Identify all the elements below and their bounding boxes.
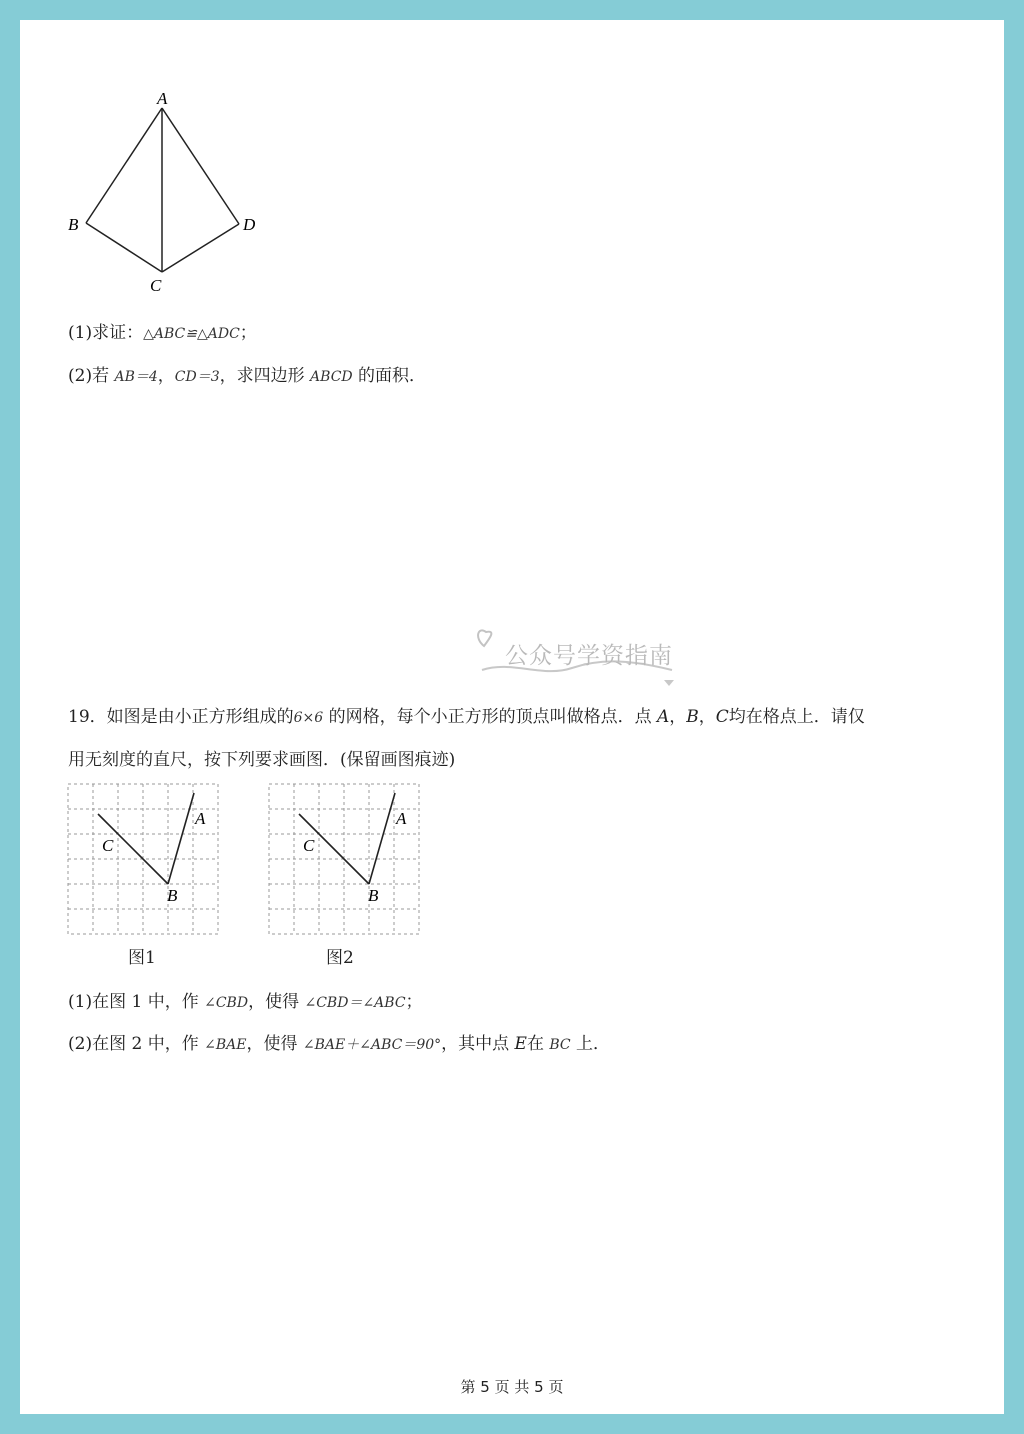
grid-figure-1 — [67, 783, 221, 937]
q19-line2: 用无刻度的直尺，按下列要求画图．(保留画图痕迹) — [68, 750, 456, 770]
label-b: B — [68, 215, 79, 234]
kite-figure — [60, 88, 280, 298]
fig1-caption: 图1 — [128, 948, 156, 968]
q18-part1: (1)求证：△ABC≌△ADC； — [68, 323, 257, 343]
fig2-caption: 图2 — [326, 948, 354, 968]
grid-figure-2 — [268, 783, 422, 937]
label-d: D — [243, 215, 256, 234]
segment-ba — [168, 793, 194, 884]
segment-ba — [369, 793, 395, 884]
label-b: B — [167, 886, 178, 905]
label-a: A — [157, 89, 168, 108]
q18-part2: (2)若 AB＝4，CD＝3，求四边形 ABCD 的面积． — [68, 366, 427, 386]
label-a: A — [396, 809, 407, 828]
label-b: B — [368, 886, 379, 905]
page-footer: 第 5 页 共 5 页 — [460, 1378, 564, 1396]
q19-line1: 19．如图是由小正方形组成的6×6 的网格，每个小正方形的顶点叫做格点．点 A，B，C均在格点上．请仅 — [68, 707, 865, 727]
label-a: A — [195, 809, 206, 828]
label-c: C — [303, 836, 315, 855]
label-c: C — [102, 836, 114, 855]
segment-bc — [86, 223, 162, 272]
segment-ab — [86, 108, 162, 223]
watermark-text: 公众号学资指南 — [505, 643, 673, 669]
label-c: C — [150, 276, 162, 295]
segment-ad — [162, 108, 239, 224]
q19-part2: (2)在图 2 中，作 ∠BAE，使得 ∠BAE＋∠ABC＝90°，其中点 E在 BC 上． — [68, 1034, 611, 1054]
q19-part1: (1)在图 1 中，作 ∠CBD，使得 ∠CBD＝∠ABC； — [68, 992, 423, 1012]
segment-cd — [162, 224, 239, 272]
